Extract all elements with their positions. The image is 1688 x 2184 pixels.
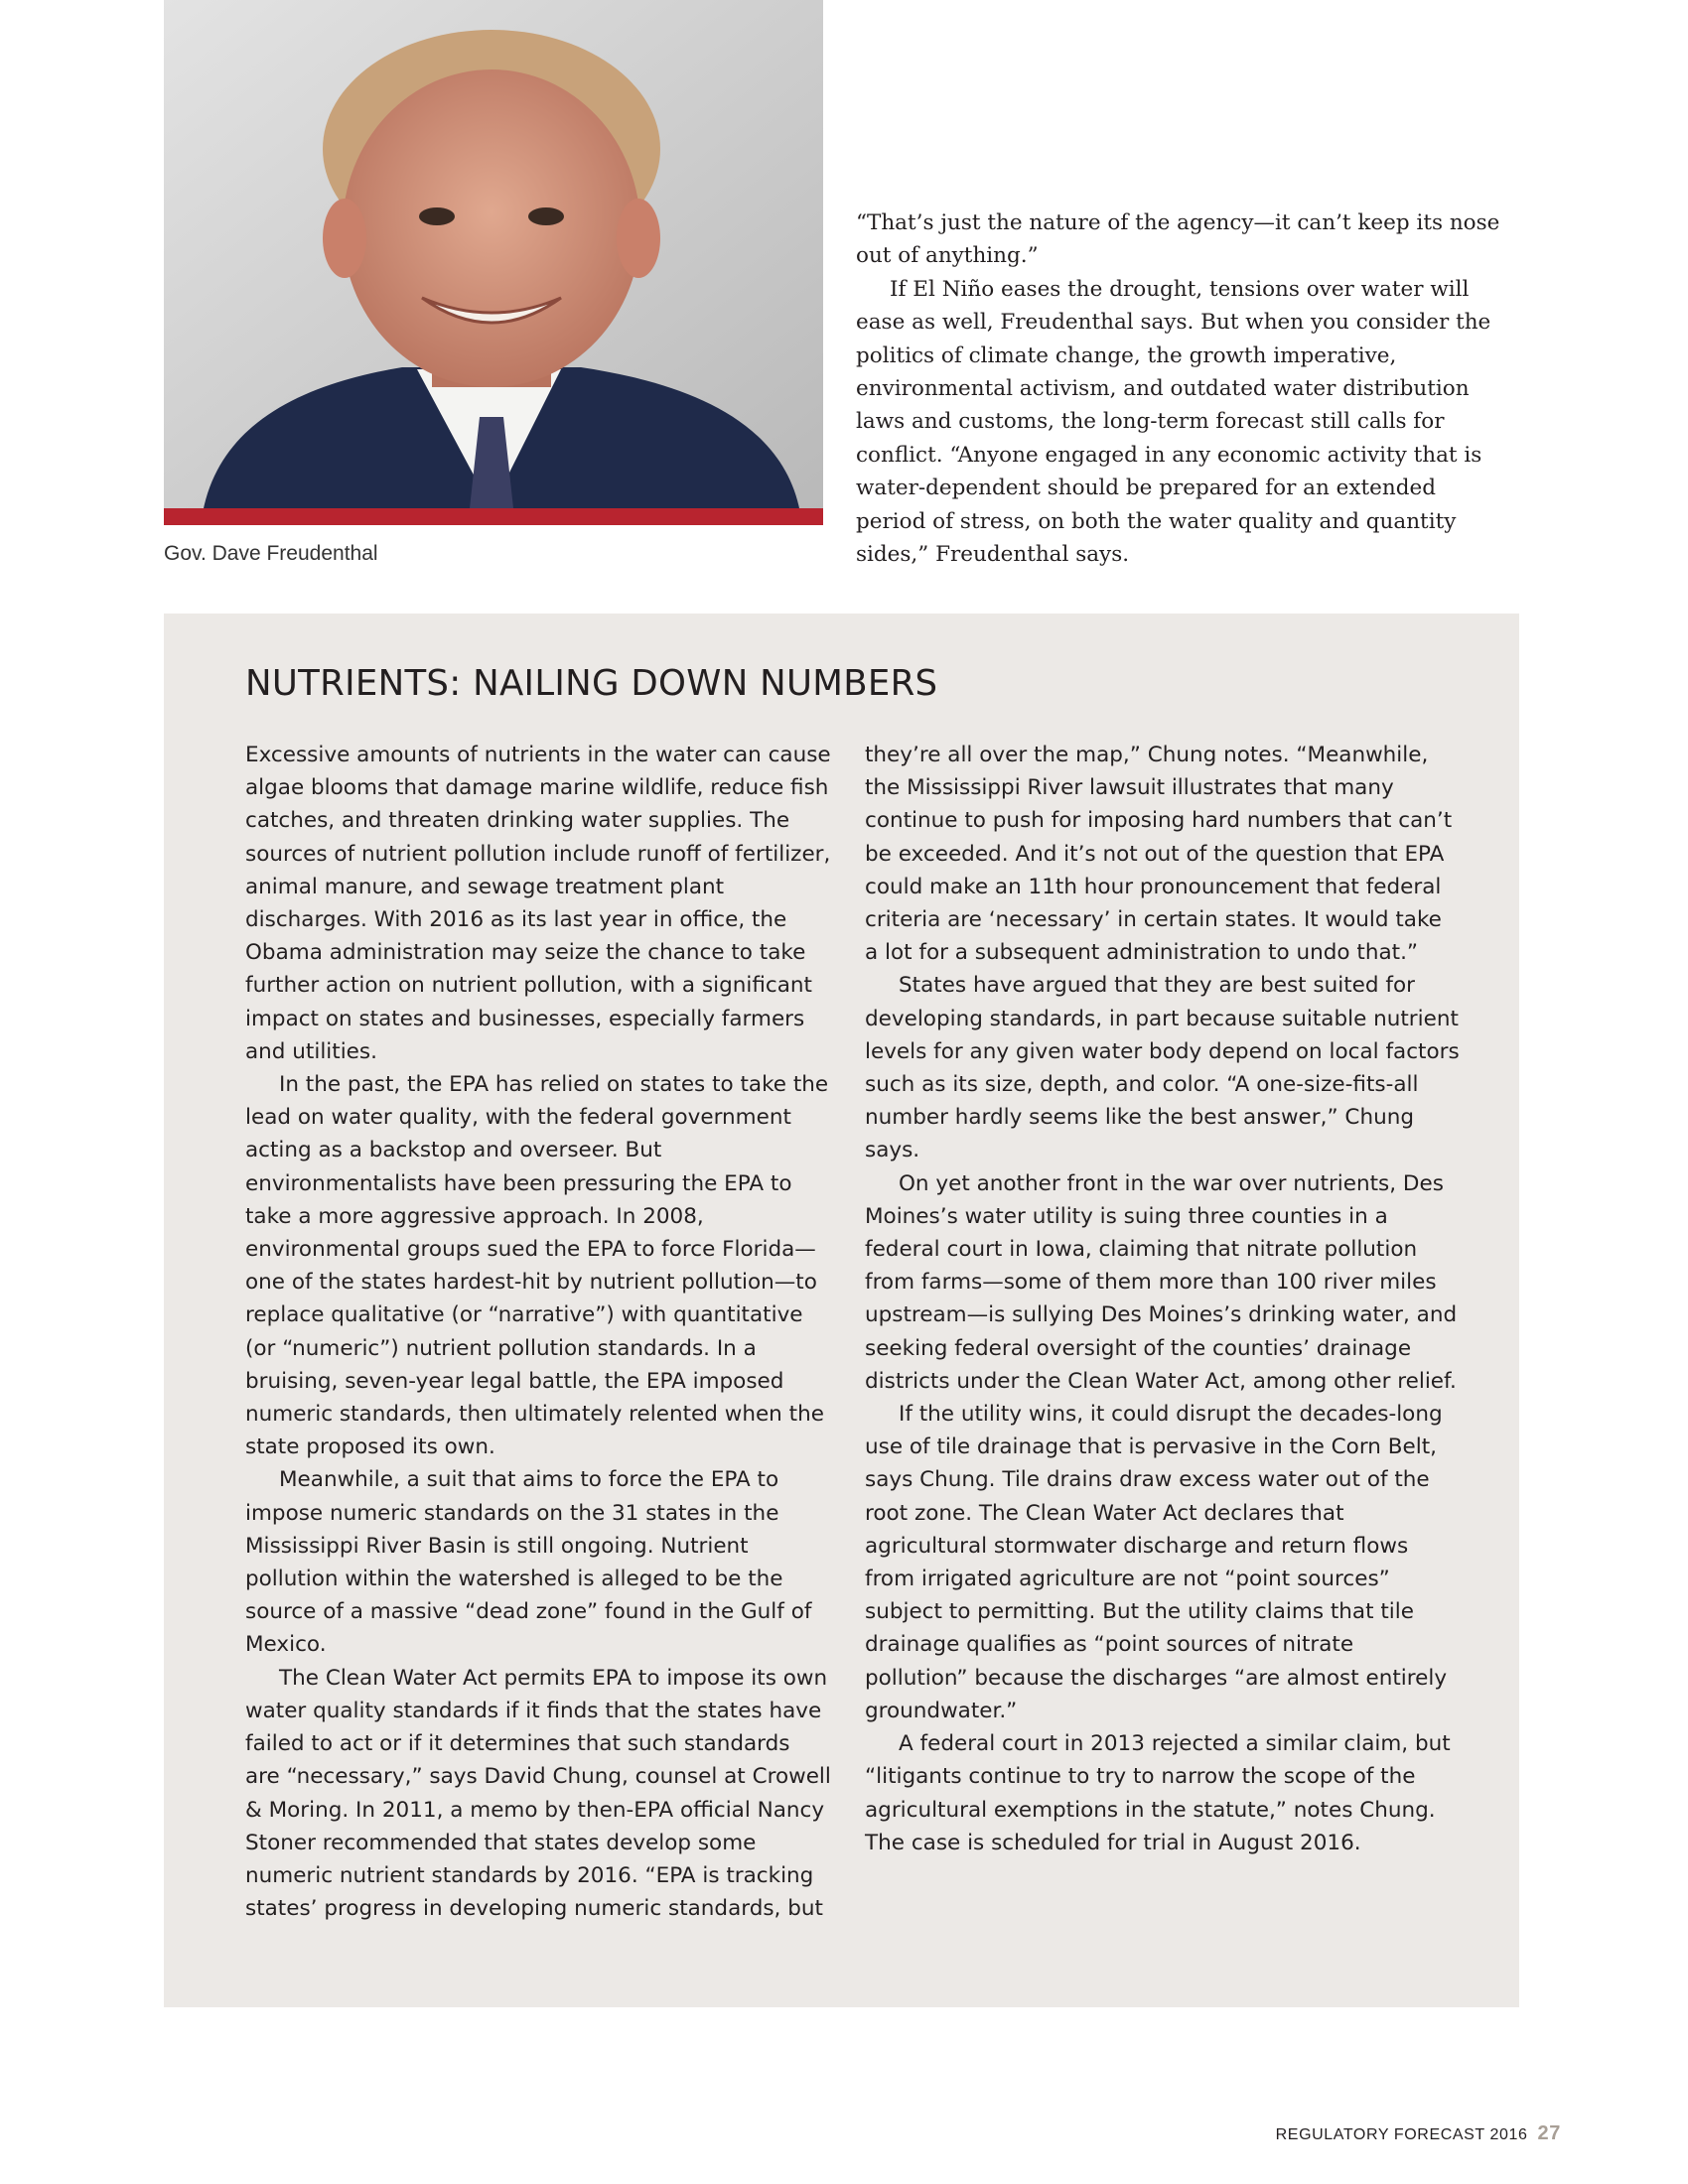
sidebar-paragraph: Meanwhile, a suit that aims to force the EPA to impose numeric standards on the 31 states in the Mississippi River Basin is still ongoing. Nutrient pollution within the watershed is alleged to be the source of a massive “dead zone” found in the Gulf of Mexico. — [245, 1467, 812, 1658]
photo-caption: Gov. Dave Freudenthal — [164, 542, 378, 565]
sidebar-paragraph: Excessive amounts of nutrients in the water can cause algae blooms that damage marine wildlife, reduce fish catches, and threaten drinking water supplies. The sources of nutrient pollution include runoff of fertilizer, animal manure, and sewage treatment plant discharges. With 2016 as its last year in office, the Obama administration may seize the chance to take further action on nutrient pollution, with a significant impact on states and businesses, especially farmers and utilities. — [245, 743, 831, 1064]
publication-name: REGULATORY FORECAST 2016 — [1275, 2126, 1528, 2143]
sidebar-paragraph: In the past, the EPA has relied on states to take the lead on water quality, with the federal government acting as a backstop and overseer. But environmentalists have been pressuring the EPA to take a more aggressive approach. In 2008, environmental groups sued the EPA to force Florida—one of the states hardest-hit by nutrient pollution—to replace qualitative (or “narrative”) with quantitative (or “numeric”) nutrient pollution standards. In a bruising, seven-year legal battle, the EPA imposed numeric standards, then ultimately relented when the state proposed its own. — [245, 1072, 829, 1460]
sidebar-paragraph: If the utility wins, it could disrupt the decades-long use of tile drainage that is pervasive in the Corn Belt, says Chung. Tile drains draw excess water out of the root zone. The Clean Water Act declares that agricultural stormwater discharge and return flows from irrigated agriculture are not “point sources” subject to permitting. But the utility claims that tile drainage qualifies as “point sources of nitrate pollution” because the discharges “are almost entirely groundwater.” — [865, 1402, 1448, 1723]
article-paragraph: If El Niño eases the drought, tensions over water will ease as well, Freudenthal says. But when you consider the politics of climate change, the growth imperative, environmental activism, and outdated water distribution laws and customs, the long-term forecast still calls for conflict. “Anyone engaged in any economic activity that is water-dependent should be prepared for an extended period of stress, on both the water quality and quantity sides,” Freudenthal says. — [856, 276, 1491, 568]
portrait-illustration — [164, 0, 823, 508]
sidebar-left-column — [245, 739, 831, 1925]
page-footer — [1276, 2122, 1561, 2145]
portrait-photo — [164, 0, 823, 508]
sidebar-paragraph: they’re all over the map,” Chung notes. “Meanwhile, the Mississippi River lawsuit illustrates that many continue to push for imposing hard numbers that can’t be exceeded. And it’s not out of the question that EPA could make an 11th hour pronouncement that federal criteria are ‘necessary’ in certain states. It would take a lot for a subsequent administration to undo that.” — [865, 743, 1453, 966]
photo-accent-bar — [164, 508, 823, 525]
sidebar-paragraph: On yet another front in the war over nutrients, Des Moines’s water utility is suing three counties in a federal court in Iowa, claiming that nitrate pollution from farms—some of them more than 100 river miles upstream—is sullying Des Moines’s drinking water, and seeking federal oversight of the counties’ drainage districts under the Clean Water Act, among other relief. — [865, 1170, 1458, 1394]
sidebar-paragraph: States have argued that they are best suited for developing standards, in part because suitable nutrient levels for any given water body depend on local factors such as its size, depth, and color. “A one-size-fits-all number hardly seems like the best answer,” Chung says. — [865, 973, 1460, 1163]
sidebar-paragraph: The Clean Water Act permits EPA to impose its own water quality standards if it finds that the states have failed to act or if it determines that such standards are “necessary,” says David Chung, counsel at Crowell & Moring. In 2011, a memo by then-EPA official Nancy Stoner recommended that states develop some numeric nutrient standards by 2016. “EPA is tracking states’ progress in developing numeric standards, but — [245, 1665, 831, 1922]
page-number: 27 — [1537, 2122, 1561, 2144]
sidebar-right-column — [865, 739, 1461, 1859]
sidebar-title: NUTRIENTS: NAILING DOWN NUMBERS — [245, 663, 938, 704]
sidebar-box — [164, 614, 1519, 2007]
article-paragraph: “That’s just the nature of the agency—it can’t keep its nose out of anything.” — [856, 210, 1500, 269]
article-column — [856, 206, 1511, 571]
sidebar-paragraph: A federal court in 2013 rejected a similar claim, but “litigants continue to try to narrow the scope of the agricultural exemptions in the statute,” notes Chung. The case is scheduled for trial in August 2016. — [865, 1731, 1451, 1855]
